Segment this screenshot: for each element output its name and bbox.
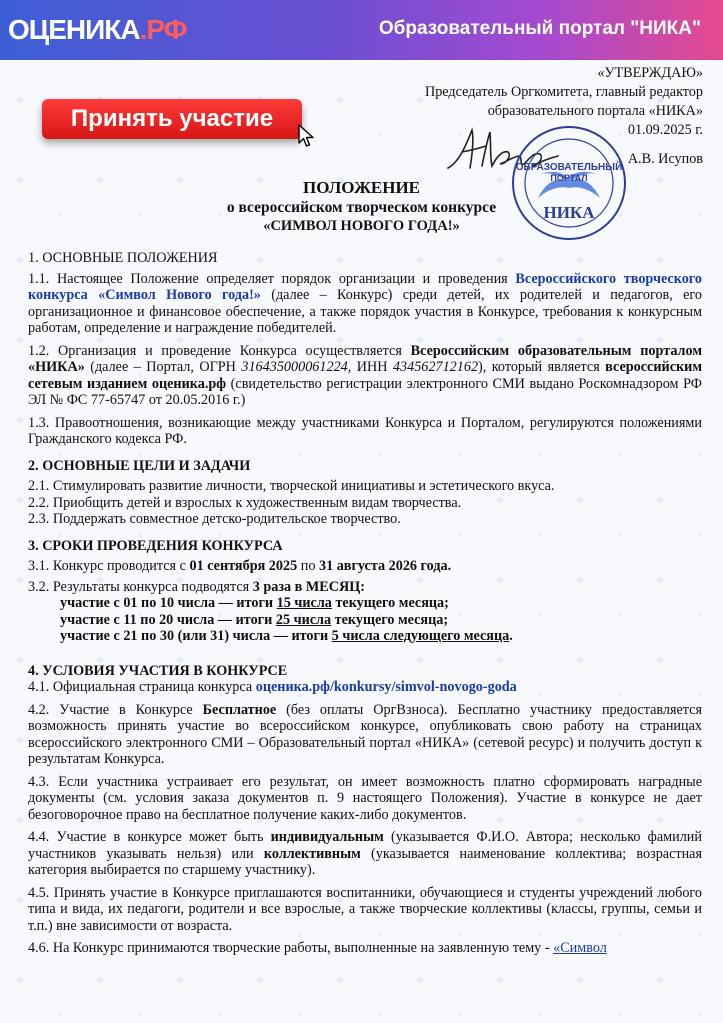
section-1-heading: 1. ОСНОВНЫЕ ПОЛОЖЕНИЯ bbox=[28, 250, 218, 266]
document-body bbox=[28, 250, 702, 957]
mouse-pointer-icon bbox=[298, 124, 316, 148]
paragraph-4-6: 4.6. На Конкурс принимаются творческие работы, выполненные на заявленную тему - «Символ bbox=[28, 940, 607, 956]
approval-line-3: образовательного портала «НИКА» bbox=[487, 103, 703, 119]
approval-line-2: Председатель Оргкомитета, главный редактор bbox=[424, 84, 703, 100]
section-2-heading: 2. ОСНОВНЫЕ ЦЕЛИ И ЗАДАЧИ bbox=[28, 457, 251, 474]
portal-header bbox=[0, 0, 723, 60]
contest-theme-link[interactable]: «Символ bbox=[553, 940, 607, 956]
stamp-brand-text: НИКА bbox=[543, 203, 595, 222]
logo-main-text: ОЦЕНИКА bbox=[8, 14, 140, 45]
paragraph-4-3: 4.3. Если участника устраивает его результат, он имеет возможность платно сформировать наградные документы (см. условия заказа документов п. 9 настоящего Положения). Участие в конкурсе не дает безоговорочное право на бесплатное получение каких-либо документов. bbox=[28, 773, 702, 823]
contest-page-link[interactable]: оценика.рф/konkursy/simvol-novogo-goda bbox=[255, 679, 517, 695]
paragraph-3-2: 3.2. Результаты конкурса подводятся 3 раза в МЕСЯЦ: bbox=[28, 578, 365, 595]
paragraph-4-5: 4.5. Принять участие в Конкурсе приглашаются воспитанники, обучающиеся и студенты учреждений любого типа и вида, их педагоги, родители и все взрослые, а также творческие коллективы (классы, группы, семьи и т.п.) вне зависимости от возраста. bbox=[28, 884, 702, 934]
stamp-mid-text: ПОРТАЛ bbox=[550, 173, 588, 183]
results-round-1: участие с 01 по 10 числа — итоги 15 числа текущего месяца; bbox=[60, 595, 449, 611]
paragraph-3-1: 3.1. Конкурс проводится с 01 сентября 2025 по 31 августа 2026 года. bbox=[28, 558, 452, 574]
header-title: Образовательный портал "НИКА" bbox=[378, 18, 701, 39]
paragraph-1-3: 1.3. Правоотношения, возникающие между участниками Конкурса и Порталом, регулируются положениями Гражданского кодекса РФ. bbox=[28, 414, 702, 447]
stamp-top-text: ОБРАЗОВАТЕЛЬНЫЙ bbox=[515, 162, 623, 173]
title-line-1: ПОЛОЖЕНИЕ bbox=[303, 178, 420, 197]
title-line-2: о всероссийском творческом конкурсе bbox=[226, 199, 497, 216]
results-round-3: участие с 21 по 30 (или 31) числа — итоги 5 числа следующего месяца. bbox=[60, 628, 513, 644]
paragraph-2-3: 2.3. Поддержать совместное детско-родительское творчество. bbox=[28, 511, 401, 527]
paragraph-1-2: 1.2. Организация и проведение Конкурса осуществляется Всероссийским образовательным порталом «НИКА» (далее – Портал, ОГРН 316435000061224, ИНН 434562712162), который является всероссийским сетевым изданием оценика.рф (свидетельство регистрации электронного СМИ выдано Роскомнадзором РФ ЭЛ № ФС 77-65747 от 20.05.2016 г.) bbox=[28, 342, 703, 408]
logo-accent-text: .РФ bbox=[139, 14, 187, 45]
section-4-heading: 4. УСЛОВИЯ УЧАСТИЯ В КОНКУРСЕ bbox=[28, 662, 288, 679]
paragraph-4-4: 4.4. Участие в конкурсе может быть индивидуальным (указывается Ф.И.О. Автора; несколько фамилий участников указывать нельзя) или коллективным (указывается наименование коллектива; возрастная категория выбирается по старшему участнику). bbox=[28, 829, 702, 878]
paragraph-2-1: 2.1. Стимулировать развитие личности, творческой инициативы и эстетического вкуса. bbox=[28, 478, 555, 494]
paragraph-2-2: 2.2. Приобщить детей и взрослых к художественным видам творчества. bbox=[28, 494, 462, 511]
approval-line-1: «УТВЕРЖДАЮ» bbox=[597, 65, 703, 81]
section-3-heading: 3. СРОКИ ПРОВЕДЕНИЯ КОНКУРСА bbox=[28, 537, 283, 554]
take-part-button[interactable]: Принять участие bbox=[42, 99, 302, 139]
approval-date: 01.09.2025 г. bbox=[627, 122, 703, 138]
paragraph-4-2: 4.2. Участие в Конкурсе Бесплатное (без оплаты ОргВзноса). Бесплатно участнику предоставляется возможность принять участие во всероссийском конкурсе, опубликовать свою работу на страницах всероссийского электронного СМИ – Образовательный портал «НИКА» (сетевой ресурс) и получить доступ к результатам Конкурса. bbox=[28, 701, 702, 767]
results-round-2: участие с 11 по 20 числа — итоги 25 числа текущего месяца; bbox=[60, 611, 449, 628]
document-title bbox=[0, 178, 723, 235]
approval-name: А.В. Исупов bbox=[627, 151, 703, 167]
title-line-3: «СИМВОЛ НОВОГО ГОДА!» bbox=[263, 218, 460, 234]
site-logo[interactable] bbox=[8, 14, 187, 46]
paragraph-4-1: 4.1. Официальная страница конкурса оценика.рф/konkursy/simvol-novogo-goda bbox=[28, 679, 517, 695]
paragraph-1-1: 1.1. Настоящее Положение определяет порядок организации и проведения Всероссийского творческого конкурса «Символ Нового года!» (далее – Конкурс) среди детей, их родителей и педагогов, его организационное и финансовое обеспечение, а также порядок участия в Конкурсе, требования к конкурсным работам, определение и награждение победителей. bbox=[28, 270, 702, 336]
